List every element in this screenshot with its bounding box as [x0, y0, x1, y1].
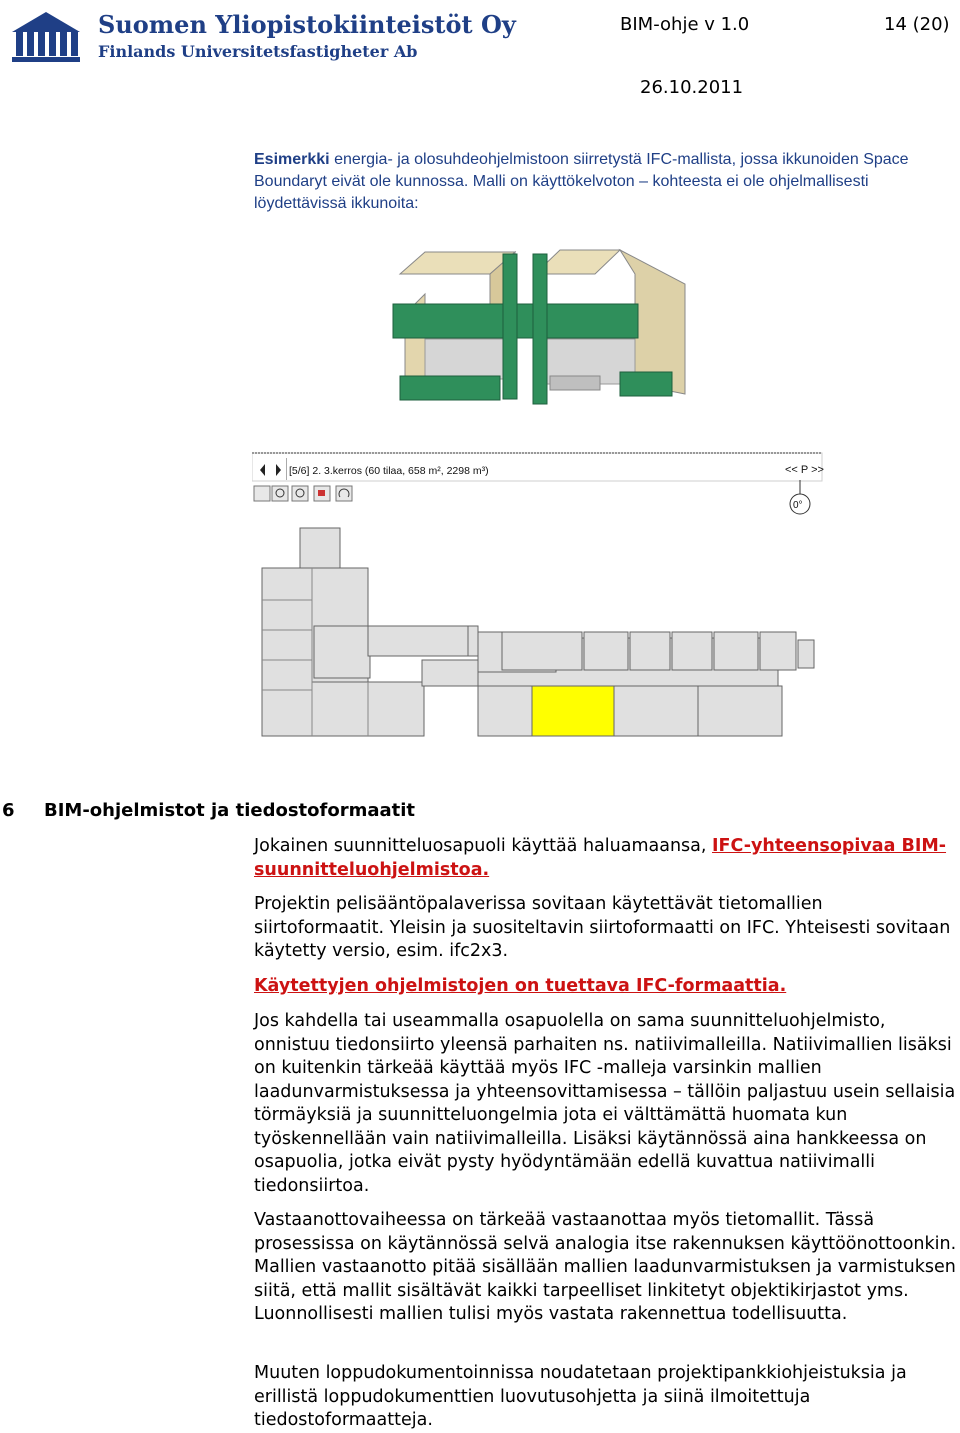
- document-date: 26.10.2011: [640, 77, 744, 98]
- example-label: Esimerkki: [254, 151, 330, 168]
- north-arrow-icon: [790, 480, 810, 514]
- paragraph-3-emphasis: Käytettyjen ohjelmistojen on tuettava IFC-formaattia.: [254, 976, 787, 996]
- example-text: energia- ja olosuhdeohjelmistoon siirretystä IFC-mallista, jossa ikkunoiden Space Boundaryt eivät ole kunnossa. Malli on käyttökelvoton – kohteesta ei ole ohjelmallisesti löydettävissä ikkunoita:: [254, 151, 909, 212]
- paragraph-1: [254, 835, 958, 882]
- document-title: BIM-ohje v 1.0: [620, 14, 750, 35]
- section-title: BIM-ohjelmistot ja tiedostoformaatit: [44, 800, 416, 821]
- rotate-icon[interactable]: [336, 486, 352, 501]
- nav-right[interactable]: << P >>: [785, 464, 824, 476]
- paragraph-1-text: Jokainen suunnitteluosapuoli käyttää haluamaansa,: [254, 836, 713, 856]
- zoom-icon[interactable]: [254, 486, 330, 501]
- example-caption: [254, 149, 954, 215]
- paragraph-5: Vastaanottovaiheessa on tärkeää vastaanottaa myös tietomallit. Tässä prosessissa on käytännössä selvä analogia itse rakennuksen käyttöönottoonkin. Mallien vastaanotto pitää sisällään mallien laadunvarmistuksen ja varmistuksen siitä, että mallit sisältävät kaikki tarpeelliset linkitetyt objektikirjastot yms. Luonnollisesti mallien tulisi myös vastata rakennettua todellisuutta.: [254, 1210, 957, 1324]
- north-marker-label: 0°: [793, 500, 803, 511]
- paragraph-6: Muuten loppudokumentoinnissa noudatetaan projektipankkiohjeistuksia ja erillistä loppudokumenttien luovutusohjetta ja siinä ilmoitettuja tiedostoformaatteja.: [254, 1363, 907, 1430]
- floorplan-screenshot-figure: [252, 450, 824, 744]
- paragraph-1-emphasis: IFC-yhteensopivaa BIM-suunnitteluohjelmistoa.: [254, 836, 947, 880]
- section-number: 6: [2, 800, 15, 821]
- paragraph-2: Projektin pelisääntöpalaverissa sovitaan käytettävät tietomallien siirtoformaatit. Yleisin ja suositeltavin siirtoformaatti on IFC. Yhteisesti sovitaan käytetty versio, esim. ifc2x3.: [254, 894, 951, 961]
- paragraph-4: Jos kahdella tai useammalla osapuolella on sama suunnitteluohjelmisto, onnistuu tiedonsiirto yleensä parhaiten ns. natiivimalleilla. Natiivimallien lisäksi on kuitenkin tärkeää käyttää myös IFC -malleja varsinkin mallien laadunvarmistuksessa ja yhteensovittamisessa – tällöin paljastuu usein sellaisia törmäyksiä ja suunnitteluongelmia jota ei välttämättä huomata kun työskennellään vain natiivimalleilla. Lisäksi käytännössä aina hankkeessa on osapuolia, jotka eivät pysty hyödyntämään edellä kuvattua natiivimalli tiedonsiirtoa.: [254, 1011, 956, 1196]
- ifc-model-3d-figure: [385, 244, 695, 418]
- highlighted-space: [532, 686, 614, 736]
- floor-label: [5/6] 2. 3.kerros (60 tilaa, 658 m², 2298 m³): [289, 465, 489, 477]
- org-name-fi: Suomen Yliopistokiinteistöt Oy: [98, 10, 516, 39]
- university-columns-logo-icon: [10, 8, 82, 64]
- org-name-sv: Finlands Universitetsfastigheter Ab: [98, 42, 418, 61]
- page-number: 14 (20): [884, 14, 950, 35]
